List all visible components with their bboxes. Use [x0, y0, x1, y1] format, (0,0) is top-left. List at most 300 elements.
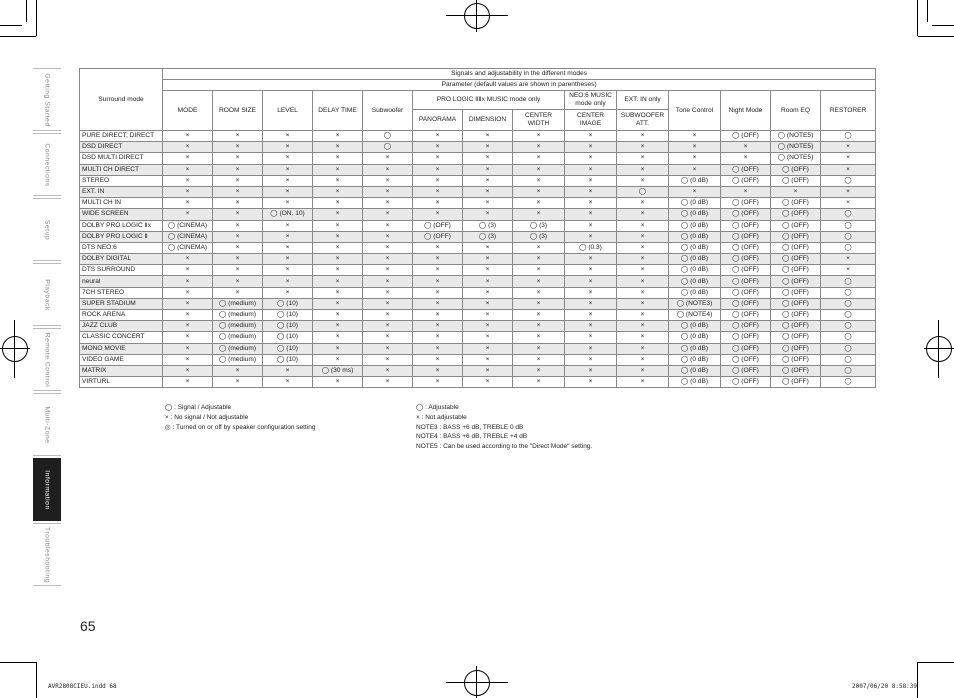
table-cell: ◯ (0 dB): [669, 276, 721, 287]
section-tab[interactable]: [33, 523, 61, 586]
table-cell: ×: [313, 310, 363, 321]
surround-mode-name: PURE DIRECT, DIRECT: [80, 131, 163, 142]
page-number: 65: [80, 618, 96, 634]
table-cell: ◯ (medium): [213, 332, 263, 343]
table-cell: ◯ (OFF): [721, 198, 771, 209]
table-cell: ×: [463, 276, 513, 287]
table-cell: ×: [565, 220, 617, 231]
table-cell: ◯: [363, 142, 413, 153]
neo-music-header: NEO:6 MUSIC mode only: [565, 91, 617, 110]
section-tab[interactable]: [33, 328, 61, 391]
table-cell: ×: [821, 164, 876, 175]
table-cell: ◯ (OFF): [721, 332, 771, 343]
table-cell: ×: [413, 209, 463, 220]
section-tab-label: Remote Control: [43, 332, 51, 387]
table-cell: ×: [617, 242, 669, 253]
table-cell: ×: [821, 153, 876, 164]
table-cell: ×: [163, 321, 213, 332]
table-cell: ×: [263, 220, 313, 231]
table-cell: ×: [413, 186, 463, 197]
table-cell: ◯: [821, 343, 876, 354]
registration-mark: [464, 3, 490, 29]
table-cell: ×: [213, 209, 263, 220]
table-cell: ×: [413, 198, 463, 209]
table-cell: ◯ (10): [263, 354, 313, 365]
registration-line: [446, 15, 508, 16]
table-cell: ×: [313, 209, 363, 220]
table-cell: ×: [513, 321, 565, 332]
table-cell: ×: [213, 198, 263, 209]
table-cell: ×: [313, 164, 363, 175]
table-cell: ×: [513, 365, 565, 376]
table-cell: ×: [565, 298, 617, 309]
table-cell: ◯ (0 dB): [669, 343, 721, 354]
table-cell: ×: [313, 276, 363, 287]
legend-item: NOTE5 : Can be used according to the "Direct Mode" setting.: [416, 443, 593, 451]
table-cell: ◯ (0 dB): [669, 209, 721, 220]
legend-item: ◯ : Adjustable: [416, 404, 459, 411]
table-cell: ×: [463, 254, 513, 265]
table-cell: ×: [617, 310, 669, 321]
surround-mode-name: DOLBY PRO LOGIC Ⅱ: [80, 231, 163, 242]
table-row: [80, 164, 876, 175]
surround-mode-name: DSD DIRECT: [80, 142, 163, 153]
surround-mode-name: DTS NEO:6: [80, 242, 163, 253]
table-cell: ◯ (NOTE4): [669, 310, 721, 321]
table-cell: ×: [313, 175, 363, 186]
table-cell: ×: [313, 198, 363, 209]
table-cell: ◯ (0 dB): [669, 365, 721, 376]
legend-left: [165, 403, 315, 432]
col-subwoofer: Subwoofer: [363, 91, 413, 131]
table-cell: ×: [163, 131, 213, 142]
table-cell: ×: [363, 231, 413, 242]
table-cell: ×: [513, 186, 565, 197]
table-row: [80, 287, 876, 298]
crop-mark: [918, 36, 954, 37]
table-cell: ◯ (NOTE5): [771, 142, 821, 153]
table-cell: ×: [617, 220, 669, 231]
table-cell: ◯ (OFF): [771, 175, 821, 186]
table-cell: ×: [413, 276, 463, 287]
table-cell: ×: [163, 175, 213, 186]
table-cell: ×: [313, 265, 363, 276]
registration-line: [446, 682, 508, 683]
section-tab[interactable]: [33, 133, 61, 196]
table-cell: ×: [463, 186, 513, 197]
table-cell: ×: [513, 209, 565, 220]
table-cell: ×: [669, 131, 721, 142]
table-cell: ◯ (OFF): [721, 254, 771, 265]
section-tab[interactable]: [33, 263, 61, 326]
registration-line: [476, 0, 477, 32]
table-row: [80, 131, 876, 142]
table-cell: ×: [163, 377, 213, 388]
surround-mode-name: DTS SURROUND: [80, 265, 163, 276]
table-row: [80, 242, 876, 253]
crop-mark: [36, 0, 37, 36]
col-night-mode: Night Mode: [721, 91, 771, 131]
table-cell: ×: [213, 186, 263, 197]
table-cell: ×: [617, 276, 669, 287]
table-cell: ×: [565, 287, 617, 298]
table-cell: ×: [363, 175, 413, 186]
table-cell: ◯ (OFF): [413, 220, 463, 231]
table-cell: ×: [363, 198, 413, 209]
table-row: [80, 209, 876, 220]
crop-mark: [917, 662, 918, 698]
table-cell: ×: [363, 254, 413, 265]
col-panorama: PANORAMA: [413, 110, 463, 131]
table-cell: ×: [263, 198, 313, 209]
table-cell: ×: [565, 142, 617, 153]
table-cell: ◯ (OFF): [721, 175, 771, 186]
table-cell: ×: [213, 175, 263, 186]
table-cell: ×: [413, 242, 463, 253]
table-cell: ×: [263, 164, 313, 175]
table-cell: ×: [313, 142, 363, 153]
table-cell: ◯ (0 dB): [669, 321, 721, 332]
table-cell: ◯ (OFF): [721, 287, 771, 298]
table-cell: ×: [163, 332, 213, 343]
table-cell: ×: [163, 298, 213, 309]
table-cell: ◯: [821, 321, 876, 332]
table-cell: ×: [213, 287, 263, 298]
table-cell: ×: [513, 153, 565, 164]
table-cell: ×: [513, 310, 565, 321]
table-cell: ◯: [821, 276, 876, 287]
surround-mode-name: MULTI CH IN: [80, 198, 163, 209]
table-cell: ×: [213, 164, 263, 175]
table-cell: ×: [363, 365, 413, 376]
table-cell: ×: [565, 198, 617, 209]
legend-item: ◯ : Signal / Adjustable: [165, 404, 232, 411]
table-cell: ×: [617, 231, 669, 242]
table-cell: ×: [213, 220, 263, 231]
table-cell: ◯ (10): [263, 321, 313, 332]
table-cell: ×: [313, 131, 363, 142]
table-cell: ×: [513, 175, 565, 186]
table-cell: ×: [313, 321, 363, 332]
table-cell: ×: [263, 153, 313, 164]
table-cell: ×: [513, 198, 565, 209]
table-cell: ◯ (CINEMA): [163, 220, 213, 231]
section-tab-label: Multi-Zone: [43, 405, 51, 444]
table-cell: ×: [363, 164, 413, 175]
table-cell: ×: [363, 298, 413, 309]
table-cell: ◯ (OFF): [721, 321, 771, 332]
table-cell: ◯ (0 dB): [669, 254, 721, 265]
table-cell: ◯ (OFF): [771, 220, 821, 231]
table-cell: ×: [513, 287, 565, 298]
col-mode: MODE: [163, 91, 213, 131]
table-cell: ◯ (0 dB): [669, 332, 721, 343]
table-cell: ×: [463, 354, 513, 365]
table-cell: ×: [263, 186, 313, 197]
table-cell: ×: [263, 377, 313, 388]
table-cell: ×: [463, 365, 513, 376]
table-cell: ◯ (NOTE3): [669, 298, 721, 309]
crop-mark: [36, 662, 37, 698]
footer-file: AVR2808CIEU.indd 68: [48, 683, 117, 690]
table-cell: ×: [413, 343, 463, 354]
table-cell: ×: [617, 354, 669, 365]
crop-mark: [0, 662, 36, 663]
col-delay-time: DELAY TIME: [313, 91, 363, 131]
table-cell: ◯ (OFF): [771, 164, 821, 175]
table-cell: ×: [413, 175, 463, 186]
table-cell: ×: [565, 164, 617, 175]
table-row: [80, 310, 876, 321]
table-cell: ×: [163, 254, 213, 265]
registration-line: [938, 320, 939, 378]
table-cell: ×: [565, 209, 617, 220]
table-cell: ×: [617, 287, 669, 298]
table-cell: ×: [363, 242, 413, 253]
table-cell: ×: [821, 198, 876, 209]
table-cell: ×: [213, 265, 263, 276]
table-cell: ×: [721, 186, 771, 197]
table-cell: ×: [313, 231, 363, 242]
table-cell: ×: [565, 276, 617, 287]
table-row: [80, 198, 876, 209]
table-cell: ×: [617, 321, 669, 332]
table-cell: ×: [313, 332, 363, 343]
table-cell: ×: [263, 131, 313, 142]
table-cell: ◯ (0 dB): [669, 242, 721, 253]
table-cell: ◯: [821, 287, 876, 298]
table-cell: ◯ (OFF): [721, 354, 771, 365]
legend-item: NOTE3 : BASS +6 dB, TREBLE 0 dB: [416, 423, 524, 431]
table-cell: ×: [163, 186, 213, 197]
table-cell: ×: [163, 287, 213, 298]
table-cell: ×: [363, 321, 413, 332]
table-cell: ×: [463, 164, 513, 175]
table-cell: ×: [213, 377, 263, 388]
table-cell: ×: [513, 343, 565, 354]
table-cell: ◯ (OFF): [721, 310, 771, 321]
table-cell: ×: [565, 332, 617, 343]
registration-mark: [2, 336, 28, 362]
table-row: [80, 321, 876, 332]
table-cell: ◯ (OFF): [771, 242, 821, 253]
table-cell: ◯: [821, 220, 876, 231]
table-cell: ×: [313, 287, 363, 298]
table-cell: ×: [213, 276, 263, 287]
surround-mode-table: [79, 68, 876, 388]
table-cell: ×: [565, 365, 617, 376]
table-cell: ×: [821, 142, 876, 153]
legend-item: × : No signal / Not adjustable: [165, 413, 249, 421]
table-cell: ×: [163, 354, 213, 365]
table-cell: ×: [463, 287, 513, 298]
table-cell: ×: [463, 142, 513, 153]
col-room-eq: Room EQ: [771, 91, 821, 131]
table-cell: ×: [313, 153, 363, 164]
table-cell: ◯: [821, 365, 876, 376]
table-cell: ◯ (0 dB): [669, 175, 721, 186]
table-cell: ×: [513, 276, 565, 287]
table-row: [80, 153, 876, 164]
table-cell: ×: [617, 131, 669, 142]
table-cell: ◯ (NOTE5): [771, 153, 821, 164]
table-cell: ×: [463, 343, 513, 354]
table-cell: ×: [363, 209, 413, 220]
section-tab[interactable]: [33, 393, 61, 456]
section-tab-label: Information: [43, 469, 51, 510]
table-cell: ◯ (OFF): [771, 377, 821, 388]
table-cell: ◯ (3): [513, 231, 565, 242]
table-cell: ◯ (OFF): [771, 332, 821, 343]
table-cell: ◯ (0 dB): [669, 220, 721, 231]
section-tab[interactable]: [33, 68, 61, 131]
table-cell: ◯ (CINEMA): [163, 231, 213, 242]
table-cell: ×: [463, 321, 513, 332]
surround-mode-name: DOLBY DIGITAL: [80, 254, 163, 265]
table-cell: ×: [313, 377, 363, 388]
table-cell: ◯ (medium): [213, 321, 263, 332]
table-cell: ×: [463, 332, 513, 343]
table-cell: ◯: [363, 131, 413, 142]
table-cell: ×: [413, 365, 463, 376]
table-cell: ×: [263, 254, 313, 265]
table-cell: ◯: [821, 131, 876, 142]
table-cell: ×: [213, 242, 263, 253]
table-cell: ×: [565, 175, 617, 186]
table-cell: ×: [313, 186, 363, 197]
table-cell: ◯ (medium): [213, 298, 263, 309]
surround-mode-name: DSD MULTI DIRECT: [80, 153, 163, 164]
table-cell: ×: [565, 265, 617, 276]
table-cell: ×: [565, 186, 617, 197]
table-cell: ◯ (OFF): [771, 276, 821, 287]
table-row: [80, 220, 876, 231]
table-cell: ◯ (OFF): [771, 298, 821, 309]
crop-mark: [0, 36, 36, 37]
table-cell: ◯ (OFF): [771, 209, 821, 220]
surround-mode-name: EXT. IN: [80, 186, 163, 197]
table-cell: ×: [313, 220, 363, 231]
col-room-size: ROOM SIZE: [213, 91, 263, 131]
table-cell: ◯ (3): [463, 220, 513, 231]
col-level: LEVEL: [263, 91, 313, 131]
ext-in-header: EXT. IN only: [617, 91, 669, 110]
table-cell: ×: [771, 186, 821, 197]
table-cell: ◯ (OFF): [721, 265, 771, 276]
surround-mode-name: ROCK ARENA: [80, 310, 163, 321]
table-cell: ×: [513, 354, 565, 365]
table-cell: ×: [513, 332, 565, 343]
table-cell: ×: [413, 321, 463, 332]
table-cell: ◯ (OFF): [721, 231, 771, 242]
table-cell: ◯ (NOTE5): [771, 131, 821, 142]
table-cell: ×: [617, 153, 669, 164]
crop-mark: [917, 0, 918, 36]
col-dimension: DIMENSION: [463, 110, 513, 131]
table-row: [80, 365, 876, 376]
table-cell: ×: [513, 164, 565, 175]
table-cell: ×: [617, 209, 669, 220]
table-cell: ◯ (medium): [213, 343, 263, 354]
table-cell: ×: [363, 186, 413, 197]
table-cell: ×: [413, 164, 463, 175]
crop-mark: [26, 0, 27, 22]
section-tab[interactable]: [33, 458, 61, 521]
table-cell: ×: [669, 186, 721, 197]
table-cell: ×: [163, 153, 213, 164]
table-cell: ◯ (10): [263, 332, 313, 343]
surround-mode-name: MATRIX: [80, 365, 163, 376]
table-cell: ×: [263, 276, 313, 287]
table-cell: ×: [413, 287, 463, 298]
table-cell: ×: [313, 298, 363, 309]
table-cell: ×: [213, 142, 263, 153]
registration-line: [924, 348, 954, 349]
table-cell: ×: [413, 254, 463, 265]
table-row: [80, 231, 876, 242]
col-subwoofer-att: SUBWOOFER ATT.: [617, 110, 669, 131]
section-tab[interactable]: [33, 198, 61, 261]
table-cell: ×: [721, 142, 771, 153]
table-cell: ×: [463, 153, 513, 164]
table-row: [80, 265, 876, 276]
table-cell: ◯ (0 dB): [669, 354, 721, 365]
table-cell: ×: [363, 220, 413, 231]
table-cell: ×: [363, 377, 413, 388]
table-cell: ◯ (CINEMA): [163, 242, 213, 253]
surround-mode-name: MULTI CH DIRECT: [80, 164, 163, 175]
section-tab-label: Troubleshooting: [43, 526, 51, 583]
crop-mark: [918, 662, 954, 663]
section-tab-label: Playback: [43, 278, 51, 311]
table-cell: ×: [413, 310, 463, 321]
table-cell: ◯ (OFF): [771, 343, 821, 354]
surround-mode-name: 7CH STEREO: [80, 287, 163, 298]
table-cell: ×: [263, 142, 313, 153]
table-cell: ◯: [617, 186, 669, 197]
table-cell: ×: [213, 131, 263, 142]
table-cell: ◯: [821, 354, 876, 365]
table-cell: ◯ (10): [263, 298, 313, 309]
table-cell: ◯ (OFF): [771, 254, 821, 265]
table-row: [80, 142, 876, 153]
table-cell: ×: [313, 254, 363, 265]
legend-item: × : Not adjustable: [416, 413, 467, 421]
table-cell: ◯: [821, 231, 876, 242]
table-cell: ◯: [821, 175, 876, 186]
table-cell: ×: [163, 209, 213, 220]
table-cell: ×: [263, 287, 313, 298]
table-cell: ×: [513, 265, 565, 276]
table-cell: ×: [363, 153, 413, 164]
table-cell: ×: [821, 265, 876, 276]
table-row: [80, 377, 876, 388]
table-cell: ◯: [821, 209, 876, 220]
table-cell: ◯ (OFF): [721, 377, 771, 388]
table-row: [80, 343, 876, 354]
table-cell: ×: [565, 343, 617, 354]
table-cell: ◯ (OFF): [721, 298, 771, 309]
table-cell: ×: [213, 254, 263, 265]
table-cell: ×: [669, 164, 721, 175]
table-cell: ×: [163, 265, 213, 276]
col-center-width: CENTER WIDTH: [513, 110, 565, 131]
surround-mode-name: VIDEO GAME: [80, 354, 163, 365]
table-cell: ×: [821, 186, 876, 197]
table-cell: ×: [513, 131, 565, 142]
table-cell: ×: [513, 142, 565, 153]
table-cell: ×: [163, 365, 213, 376]
